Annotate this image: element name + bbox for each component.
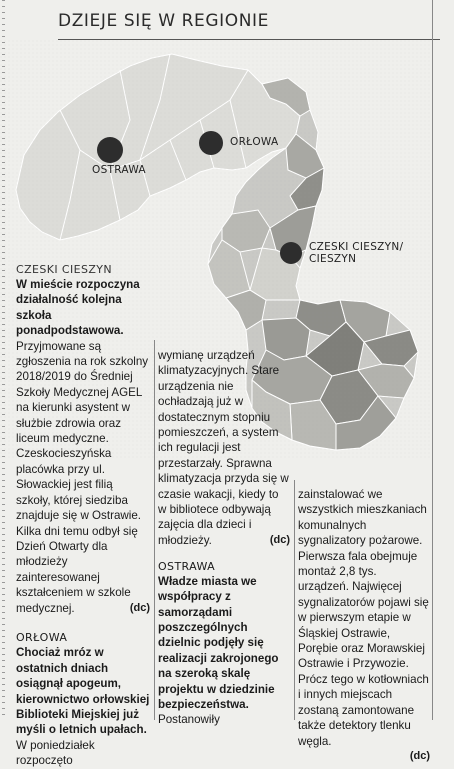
ostrawa-marker (97, 137, 123, 163)
column-rule-2 (294, 480, 295, 720)
cieszyn-signature: (dc) (129, 601, 150, 614)
orlowa-marker (199, 131, 223, 155)
orlowa-map-label: ORŁOWA (230, 136, 279, 148)
cieszyn-marker (280, 242, 302, 264)
column-2 (158, 348, 290, 728)
column-3 (298, 487, 430, 764)
ostrawa-body-cont: zainstalować we wszystkich mieszkaniach komunalnych sygnalizatory pożarowe. Pierwsza fala obejmuje montaż 2,8 tys. urządzeń. Najwięcej sygnalizatorów pojawi się w pierwszym etapie w Śląskiej Ostrawie, Porębie oraz Morawskiej Ostrawie i Przywozie. Prócz tego w kotłowniach i innych miejscach zostaną zamontowane także detektory tlenku węgla. (298, 488, 429, 748)
orlowa-body-start: W poniedziałek rozpoczęto (16, 738, 95, 768)
orlowa-heading: ORŁOWA (16, 631, 68, 645)
cieszyn-label-line2: CIESZYN (309, 253, 357, 265)
cieszyn-lead: W mieście rozpoczyna działalność kolejna szkoła ponadpodstawowa. (16, 278, 140, 338)
ostrawa-signature: (dc) (409, 749, 430, 762)
page-title: DZIEJE SIĘ W REGIONIE (58, 11, 270, 31)
orlowa-body-cont: wymianę urządzeń klimatyzacyjnych. Stare urządzenia nie ochładzają już w dostatecznym stopniu pomieszczeń, a system ich regulacji jest przestarzały. Sprawna klimatyzacja przyda się w czasie wakacji, kiedy to w bibliotece odbywają zajęcia dla dzieci i młodzieży. (158, 349, 289, 547)
cieszyn-map-label (309, 241, 403, 265)
ostrawa-body-start: Postanowiły (158, 713, 220, 727)
ostrawa-map-label: OSTRAWA (92, 164, 146, 176)
cieszyn-heading: CZESKI CIESZYN (16, 263, 113, 276)
column-rule-1 (154, 340, 155, 720)
ostrawa-heading: OSTRAWA (158, 559, 216, 573)
ostrawa-lead: Władze miasta we współpracy z samorządami poszczególnych dzielnic podjęły się realizacji zakrojonego na szeroką skalę projektu w dziedzinie bezpieczeństwa. (158, 574, 279, 711)
cieszyn-body: Przyjmowane są zgłoszenia na rok szkolny 2018/2019 do Średniej Szkoły Medycznej AGEL na kierunki asystent w służbie zdrowia oraz liceum medyczne. Czeskocieszyńska placówka przy ul. Słowackiej jest filią szkoły, której siedziba znajduje się w Ostrawie. Kilka dni temu odbył się Dzień Otwarty dla młodzieży zainteresowanej kształceniem w szkole medycznej. (16, 339, 149, 615)
cieszyn-label-line1: CZESKI CIESZYN/ (309, 241, 404, 253)
orlowa-signature: (dc) (269, 534, 290, 547)
column-1 (16, 262, 150, 769)
orlowa-lead: Chociaż mróz w ostatnich dniach osiągnął apogeum, kierownictwo orłowskiej Biblioteki Miejskiej już myśli o letnich upałach. (16, 646, 150, 737)
